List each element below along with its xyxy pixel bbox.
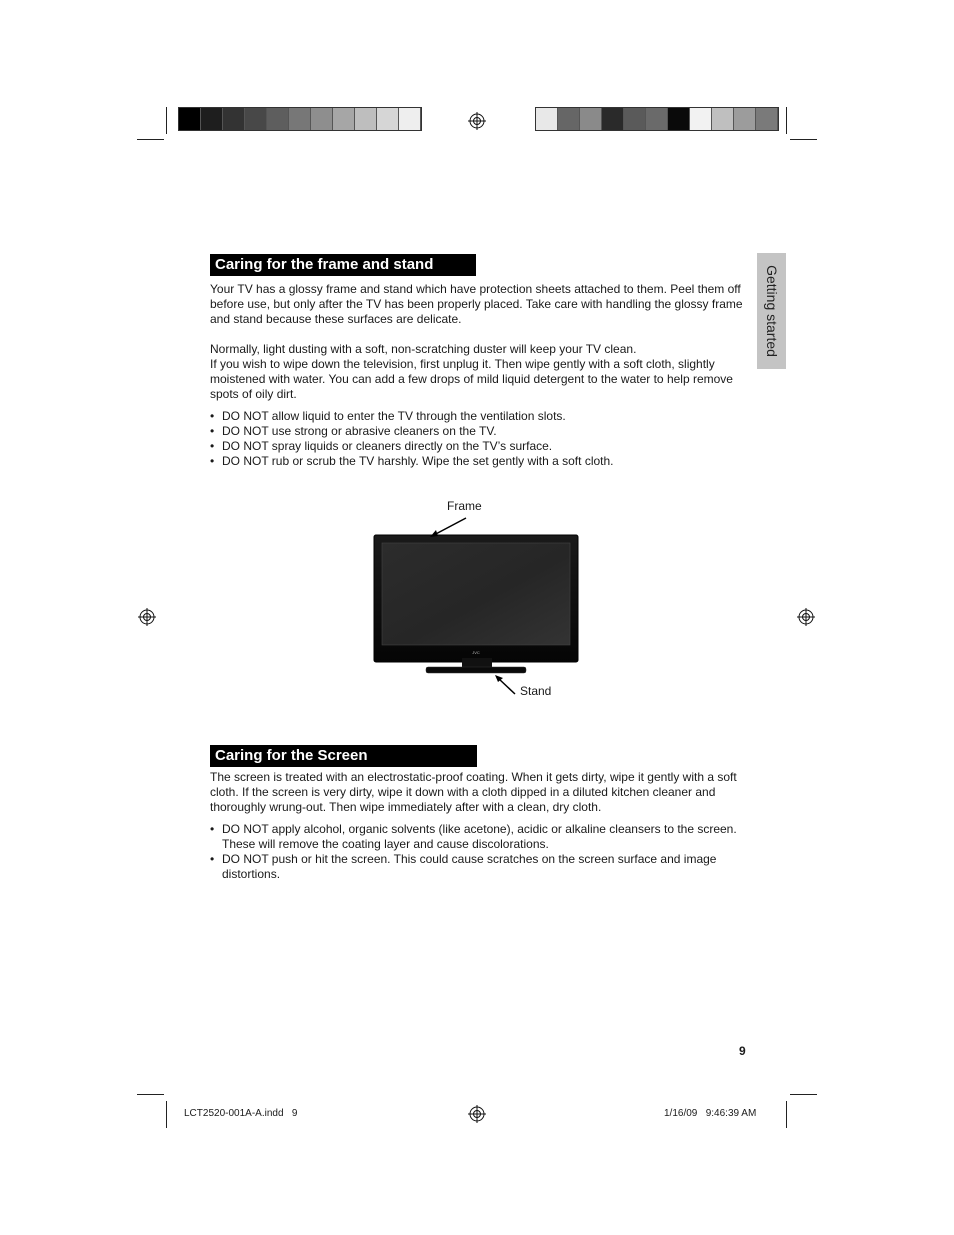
color-swatch: [201, 108, 223, 130]
screen-section-heading: Caring for the Screen: [210, 745, 477, 767]
color-swatch: [734, 108, 756, 130]
color-swatch: [668, 108, 690, 130]
color-swatch: [712, 108, 734, 130]
frame-pointer-arrow: [432, 518, 466, 536]
footer-file-name: LCT2520-001A-A.indd 9: [184, 1108, 298, 1119]
tv-screen: [382, 543, 570, 645]
bullet-item: • DO NOT allow liquid to enter the TV through the ventilation slots.: [210, 409, 750, 424]
frame-bullet-list: [210, 409, 750, 469]
bullet-item: • DO NOT spray liquids or cleaners directly on the TV’s surface.: [210, 439, 750, 454]
frame-paragraph-1: Your TV has a glossy frame and stand which have protection sheets attached to them. Peel them off before use, but only after the TV has been properly placed. Take care with handling the glossy frame and stand because these surfaces are delicate.: [210, 282, 743, 326]
color-swatch: [333, 108, 355, 130]
screen-paragraph-1: The screen is treated with an electrostatic-proof coating. When it gets dirty, wipe it gently with a soft cloth. If the screen is very dirty, wipe it down with a cloth dipped in a diluted kitchen cleaner and thoroughly wrung-out. Then wipe immediately after with a clean, dry cloth.: [210, 770, 737, 814]
crop-mark-br-h: [790, 1094, 817, 1095]
crop-mark-br-v: [786, 1101, 787, 1128]
crop-mark-bl-h: [137, 1094, 164, 1095]
tv-illustration: [370, 512, 585, 697]
stand-label: Stand: [520, 684, 552, 698]
tv-logo: JVC: [472, 650, 480, 655]
color-swatch: [558, 108, 580, 130]
crop-mark-tr-h: [790, 139, 817, 140]
frame-paragraph-2b: If you wish to wipe down the television, first unplug it. Then wipe gently with a soft cloth, slightly moistened with water. You can add a few drops of mild liquid detergent to the water to help remove spots of oily dirt.: [210, 357, 733, 401]
bullet-item: • DO NOT use strong or abrasive cleaners on the TV.: [210, 424, 750, 439]
bullet-item: • DO NOT rub or scrub the TV harshly. Wipe the set gently with a soft cloth.: [210, 454, 750, 469]
bullet-item: • DO NOT apply alcohol, organic solvents (like acetone), acidic or alkaline cleansers to the screen. These will remove the coating layer and cause discolorations.: [210, 822, 750, 852]
tv-stand-neck: [462, 658, 492, 668]
color-swatch: [602, 108, 624, 130]
color-swatch: [179, 108, 201, 130]
registration-mark-icon: [468, 1105, 486, 1123]
color-swatch: [690, 108, 712, 130]
color-swatch: [377, 108, 399, 130]
crop-mark-bl-v: [166, 1101, 167, 1128]
page-number: 9: [739, 1044, 746, 1058]
color-swatch: [756, 108, 778, 130]
section-side-tab: [757, 253, 786, 369]
color-bar-left: [178, 107, 422, 131]
color-swatch: [624, 108, 646, 130]
color-swatch: [580, 108, 602, 130]
bullet-item: • DO NOT push or hit the screen. This could cause scratches on the screen surface and image distortions.: [210, 852, 750, 882]
side-tab-label: Getting started: [763, 265, 780, 357]
color-swatch: [536, 108, 558, 130]
frame-label: Frame: [447, 499, 482, 513]
color-swatch: [311, 108, 333, 130]
frame-section-heading: Caring for the frame and stand: [210, 254, 476, 276]
tv-stand-base: [426, 667, 526, 673]
color-swatch: [646, 108, 668, 130]
frame-arrow-head-icon: [430, 530, 438, 537]
color-bar-right: [535, 107, 779, 131]
stand-pointer-arrow: [498, 678, 515, 694]
screen-bullet-list: [210, 822, 750, 882]
color-swatch: [223, 108, 245, 130]
crop-mark-tl-v: [166, 107, 167, 134]
crop-mark-tl-h: [137, 139, 164, 140]
crop-mark-tr-v: [786, 107, 787, 134]
registration-mark-icon: [468, 112, 486, 130]
frame-paragraph-2a: Normally, light dusting with a soft, non-scratching duster will keep your TV clean.: [210, 342, 637, 356]
color-swatch: [267, 108, 289, 130]
registration-mark-icon: [138, 608, 156, 626]
footer-timestamp: 1/16/09 9:46:39 AM: [664, 1108, 757, 1119]
color-swatch: [355, 108, 377, 130]
registration-mark-icon: [797, 608, 815, 626]
color-swatch: [245, 108, 267, 130]
color-swatch: [289, 108, 311, 130]
color-swatch: [399, 108, 421, 130]
